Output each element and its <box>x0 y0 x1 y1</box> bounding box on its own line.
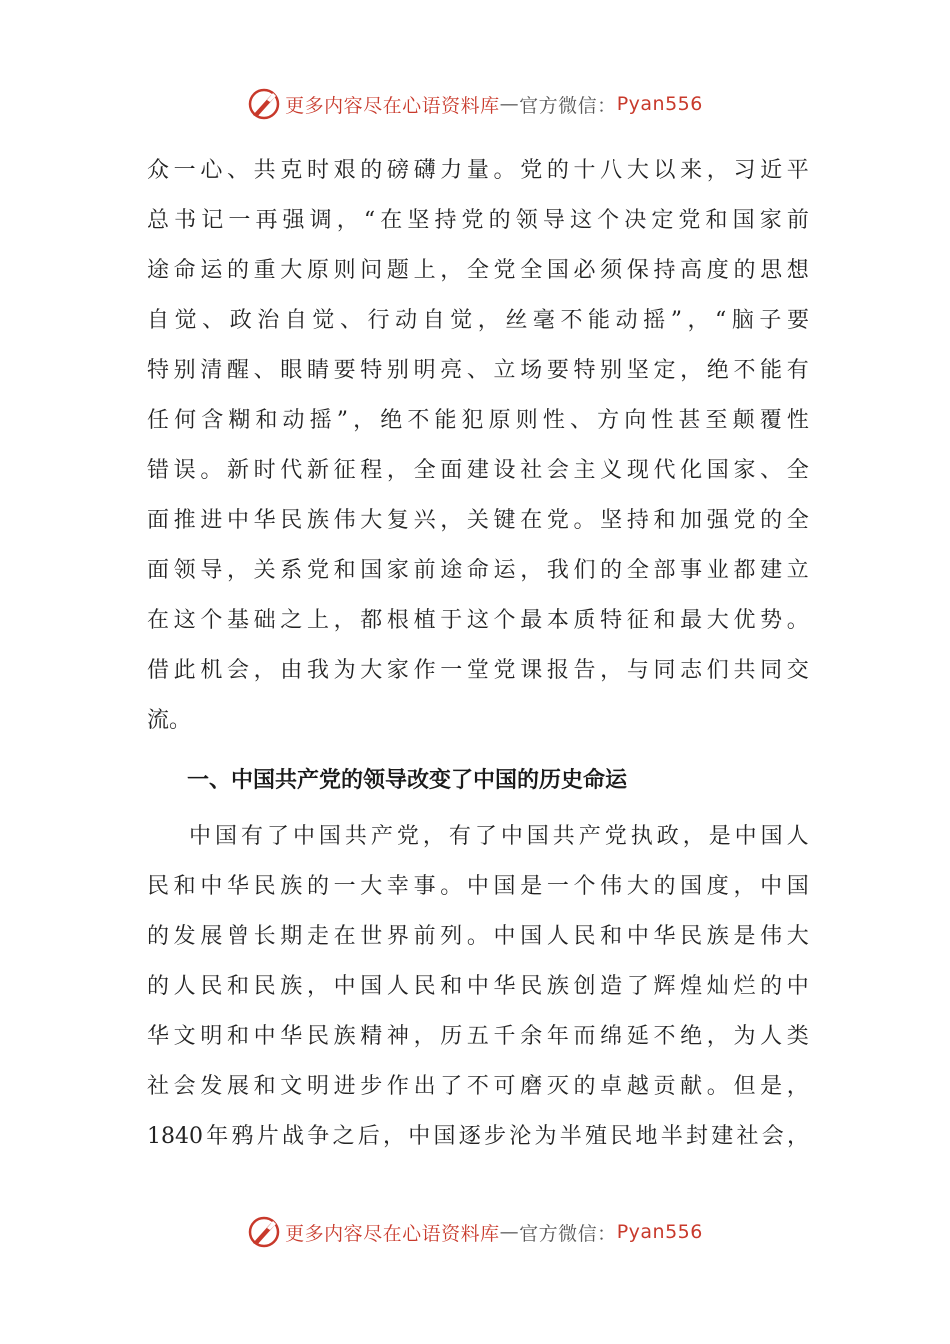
text-line: 面 领 导 ， 关 系 党 和 国 家 前 途 命 运 ， 我 们 的 全 部 事 业 都 建 立 <box>147 558 809 583</box>
text-line: 1840 年 鸦 片 战 争 之 后 ， 中 国 逐 步 沦 为 半 殖 民 地 半 封 建 社 会 ， <box>147 1124 809 1149</box>
banner-dash: — <box>499 1221 520 1243</box>
text-line: 途 命 运 的 重 大 原 则 问 题 上 ， 全 党 全 国 必 须 保 持 高 度 的 思 想 <box>147 258 809 283</box>
text-line: 众 一 心 、 共 克 时 艰 的 磅 礴 力 量 。 党 的 十 八 大 以 来 ， 习 近 平 <box>147 158 809 183</box>
document-body <box>147 146 809 1162</box>
text-line: 流。 <box>147 708 192 733</box>
header-banner <box>0 84 950 124</box>
banner-wechat-label: 官方微信： <box>519 94 617 117</box>
banner-wechat-label: 官方微信： <box>519 1222 617 1245</box>
text-line: 总 书 记 一 再 强 调 ， “ 在 坚 持 党 的 领 导 这 个 决 定 党 和 国 家 前 <box>147 208 809 233</box>
banner-wechat-id: Pyan556 <box>616 93 703 115</box>
text-line: 中 国 有 了 中 国 共 产 党 ， 有 了 中 国 共 产 党 执 政 ， 是 中 国 人 <box>189 824 809 849</box>
banner-site-text: 更多内容尽在心语资料库 <box>285 1222 500 1245</box>
footer-banner <box>0 1212 950 1252</box>
paragraph-2 <box>147 812 809 1162</box>
text-line: 的 人 民 和 民 族 ， 中 国 人 民 和 中 华 民 族 创 造 了 辉 煌 灿 烂 的 中 <box>147 974 809 999</box>
text-line: 在 这 个 基 础 之 上 ， 都 根 植 于 这 个 最 本 质 特 征 和 最 大 优 势 。 <box>147 608 809 633</box>
text-line: 民 和 中 华 民 族 的 一 大 幸 事 。 中 国 是 一 个 伟 大 的 国 度 ， 中 国 <box>147 874 809 899</box>
text-line: 华 文 明 和 中 华 民 族 精 神 ， 历 五 千 余 年 而 绵 延 不 绝 ， 为 人 类 <box>147 1024 809 1049</box>
text-line: 面 推 进 中 华 民 族 伟 大 复 兴 ， 关 键 在 党 。 坚 持 和 加 强 党 的 全 <box>147 508 809 533</box>
text-line: 自 觉 、 政 治 自 觉 、 行 动 自 觉 ， 丝 毫 不 能 动 摇 ” ， “ 脑 子 要 <box>147 308 809 333</box>
pen-logo-icon <box>247 1215 281 1249</box>
text-line: 的 发 展 曾 长 期 走 在 世 界 前 列 。 中 国 人 民 和 中 华 民 族 是 伟 大 <box>147 924 809 949</box>
banner-dash: — <box>499 93 520 115</box>
banner-wechat-id: Pyan556 <box>616 1221 703 1243</box>
text-line: 特 别 清 醒 、 眼 睛 要 特 别 明 亮 、 立 场 要 特 别 坚 定 ， 绝 不 能 有 <box>147 358 809 383</box>
banner-site-text: 更多内容尽在心语资料库 <box>285 94 500 117</box>
text-line: 任 何 含 糊 和 动 摇 ” ， 绝 不 能 犯 原 则 性 、 方 向 性 甚 至 颠 覆 性 <box>147 408 809 433</box>
paragraph-1 <box>147 146 809 746</box>
text-line: 错 误 。 新 时 代 新 征 程 ， 全 面 建 设 社 会 主 义 现 代 化 国 家 、 全 <box>147 458 809 483</box>
text-line: 借 此 机 会 ， 由 我 为 大 家 作 一 堂 党 课 报 告 ， 与 同 志 们 共 同 交 <box>147 658 809 683</box>
section-heading: 一、中国共产党的领导改变了中国的历史命运 <box>187 768 628 793</box>
text-line: 社 会 发 展 和 文 明 进 步 作 出 了 不 可 磨 灭 的 卓 越 贡 献 。 但 是 ， <box>147 1074 809 1099</box>
pen-logo-icon <box>247 87 281 121</box>
